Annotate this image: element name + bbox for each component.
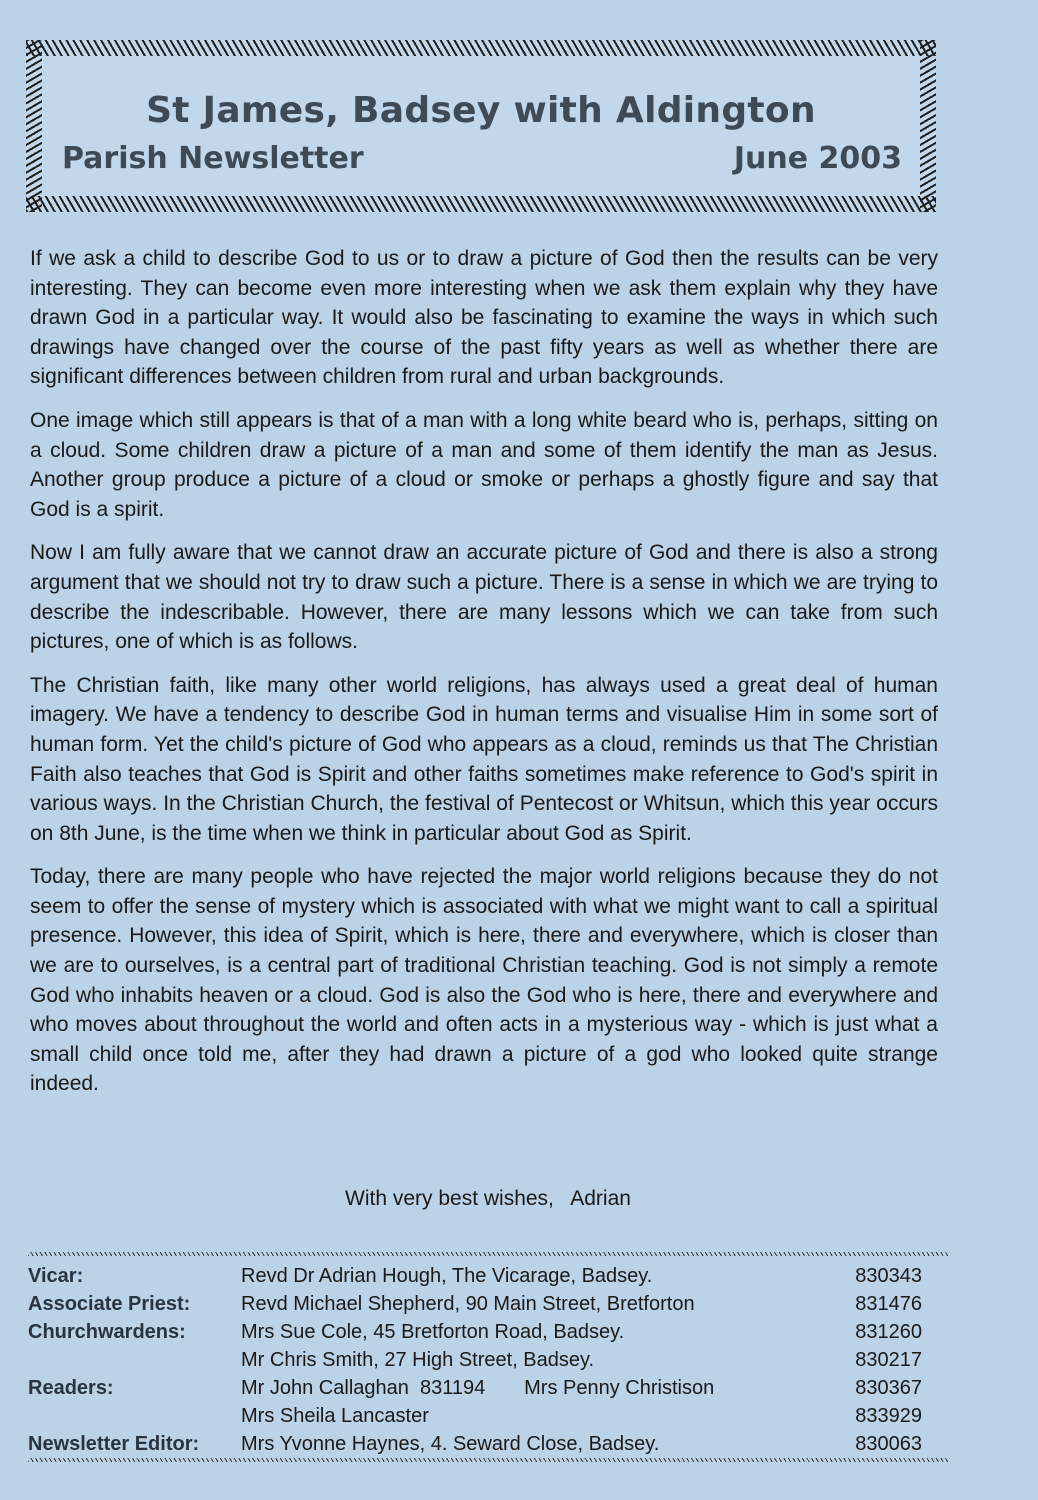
contact-phone: 830343 xyxy=(855,1265,922,1287)
contact-phone: 830217 xyxy=(855,1349,922,1371)
paragraph: One image which still appears is that of a man with a long white beard who is, perhaps, sitting on a cloud. Some children draw a picture of a man and some of them identify the man as Jesus. Another group produce a picture of a cloud or smoke or perhaps a ghostly figure and say that God is a spirit. xyxy=(30,408,938,521)
newsletter-subtitle: Parish Newsletter xyxy=(62,141,364,176)
contact-role: Associate Priest: xyxy=(28,1293,191,1315)
masthead-border-top xyxy=(26,40,936,56)
contact-phone: 830367 xyxy=(855,1377,922,1399)
contact-phone: 831476 xyxy=(855,1293,922,1315)
masthead xyxy=(26,40,936,212)
contact-role: Vicar: xyxy=(28,1265,84,1287)
contact-row xyxy=(28,1318,950,1346)
contact-row xyxy=(28,1374,950,1402)
contacts-bottom-rule xyxy=(28,1458,950,1462)
contact-role: Churchwardens: xyxy=(28,1321,186,1343)
contact-name: Mr John Callaghan 831194 Mrs Penny Christison xyxy=(241,1377,715,1399)
contact-role: Newsletter Editor: xyxy=(28,1433,200,1455)
contact-name: Mrs Yvonne Haynes, 4. Seward Close, Badsey. xyxy=(241,1433,660,1455)
contact-phone: 831260 xyxy=(855,1321,922,1343)
issue-date: June 2003 xyxy=(733,141,902,176)
contact-name: Revd Dr Adrian Hough, The Vicarage, Badsey. xyxy=(241,1265,653,1287)
contacts-table xyxy=(28,1252,950,1462)
contacts-top-rule xyxy=(28,1252,950,1256)
contact-row xyxy=(28,1290,950,1318)
paragraph: Today, there are many people who have rejected the major world religions because they do not seem to offer the sense of mystery which is associated with what we might want to call a spiritual presence. However, this idea of Spirit, which is here, there and everywhere, which is closer than we are to ourselves, is a central part of traditional Christian teaching. God is not simply a remote God who inhabits heaven or a cloud. God is also the God who is here, there and everywhere and who moves about throughout the world and often acts in a mysterious way - which is just what a small child once told me, after they had drawn a picture of a god who looked quite strange indeed. xyxy=(30,865,938,1096)
contact-row xyxy=(28,1402,950,1430)
contact-phone: 833929 xyxy=(855,1405,922,1427)
contact-name: Mrs Sue Cole, 45 Bretforton Road, Badsey. xyxy=(241,1321,625,1343)
masthead-border-bottom xyxy=(26,196,936,212)
vicar-letter xyxy=(30,244,938,1113)
contact-row xyxy=(28,1262,950,1290)
newsletter-title: St James, Badsey with Aldington xyxy=(146,90,816,131)
contact-role: Readers: xyxy=(28,1377,114,1399)
signoff: With very best wishes, Adrian xyxy=(345,1187,631,1210)
contact-name: Mr Chris Smith, 27 High Street, Badsey. xyxy=(241,1349,595,1371)
contact-row xyxy=(28,1346,950,1374)
contact-name: Mrs Sheila Lancaster xyxy=(241,1405,429,1427)
paragraph: Now I am fully aware that we cannot draw an accurate picture of God and there is also a strong argument that we should not try to draw such a picture. There is a sense in which we are trying to describe the indescribable. However, there are many lessons which we can take from such pictures, one of which is as follows. xyxy=(30,541,938,654)
contact-row xyxy=(28,1430,950,1458)
contact-name: Revd Michael Shepherd, 90 Main Street, Bretforton xyxy=(241,1293,695,1315)
paragraph: The Christian faith, like many other world religions, has always used a great deal of human imagery. We have a tendency to describe God in human terms and visualise Him in some sort of human form. Yet the child's picture of God who appears as a cloud, reminds us that The Christian Faith also teaches that God is Spirit and other faiths sometimes make reference to God's spirit in various ways. In the Christian Church, the festival of Pentecost or Whitsun, which this year occurs on 8th June, is the time when we think in particular about God as Spirit. xyxy=(30,673,938,845)
paragraph: If we ask a child to describe God to us or to draw a picture of God then the results can be very interesting. They can become even more interesting when we ask them explain why they have drawn God in a particular way. It would also be fascinating to examine the ways in which such drawings have changed over the course of the past fifty years as well as whether there are significant differences between children from rural and urban backgrounds. xyxy=(30,247,938,389)
contact-phone: 830063 xyxy=(855,1433,922,1455)
